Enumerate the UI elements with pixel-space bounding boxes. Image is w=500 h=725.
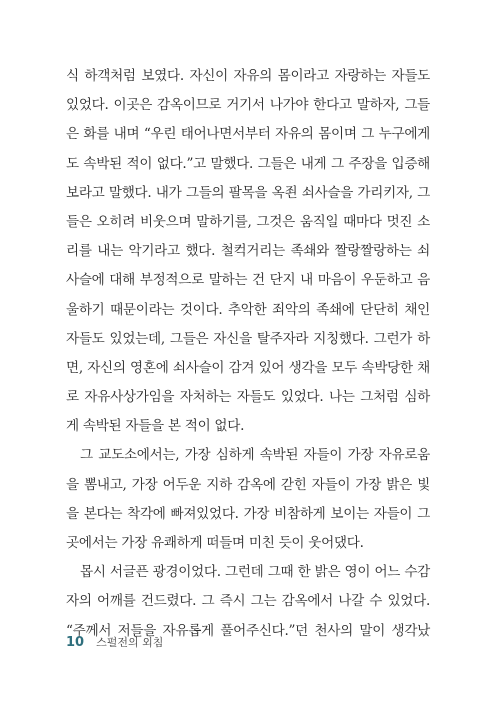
text-line-20: “주께서 저들을 자유롭게 풀어주신다.”던 천사의 말이 생각났	[66, 622, 430, 639]
text-line-1: 식 하객처럼 보였다. 자신이 자유의 몸이라고 자랑하는 자들도	[66, 68, 430, 84]
text-line-8: 사슬에 대해 부정적으로 말하는 건 단지 내 마음이 우둔하고 음	[66, 272, 430, 289]
text-line-19: 자의 어깨를 건드렸다. 그 즉시 그는 감옥에서 나갈 수 있었다.	[66, 593, 430, 610]
text-line-13: 게 속박된 자들을 본 적이 없다.	[66, 418, 245, 435]
text-line-7: 리를 내는 악기라고 했다. 철컥거리는 족쇄와 짤랑짤랑하는 쇠	[66, 243, 430, 260]
text-line-4: 도 속박된 적이 없다.”고 말했다. 그들은 내게 그 주장을 입증해	[66, 155, 430, 172]
text-line-11: 면, 자신의 영혼에 쇠사슬이 감겨 있어 생각을 모두 속박당한 채	[66, 359, 430, 376]
book-title: 스펄전의 외침	[96, 636, 164, 649]
text-line-15: 을 뽐내고, 가장 어두운 지하 감옥에 갇힌 자들이 가장 밝은 빛	[66, 476, 430, 493]
text-line-6: 들은 오히려 비웃으며 말하기를, 그것은 움직일 때마다 멋진 소	[66, 213, 430, 230]
text-line-2: 있었다. 이곳은 감옥이므로 거기서 나가야 한다고 말하자, 그들	[66, 97, 430, 114]
text-line-10: 자들도 있었는데, 그들은 자신을 탈주자라 지칭했다. 그런가 하	[66, 330, 430, 347]
text-line-17: 곳에서는 가장 유쾌하게 떠들며 미친 듯이 웃어댔다.	[66, 535, 364, 551]
text-line-14: 그 교도소에서는, 가장 심하게 속박된 자들이 가장 자유로움	[80, 447, 430, 464]
text-line-9: 울하기 때문이라는 것이다. 추악한 죄악의 족쇄에 단단히 채인	[66, 301, 430, 318]
page-body-text	[66, 62, 430, 646]
text-line-3: 은 화를 내며 “우린 태어나면서부터 자유의 몸이며 그 누구에게	[66, 126, 430, 143]
page-footer	[66, 634, 163, 656]
text-line-12: 로 자유사상가임을 자처하는 자들도 있었다. 나는 그처럼 심하	[66, 389, 430, 406]
text-line-16: 을 본다는 착각에 빠져있었다. 가장 비참하게 보이는 자들이 그	[66, 505, 430, 522]
text-line-18: 몹시 서글픈 광경이었다. 그런데 그때 한 밝은 영이 어느 수감	[80, 564, 430, 581]
page-number: 10	[66, 635, 85, 650]
text-line-5: 보라고 말했다. 내가 그들의 팔목을 옥죈 쇠사슬을 가리키자, 그	[66, 184, 430, 201]
